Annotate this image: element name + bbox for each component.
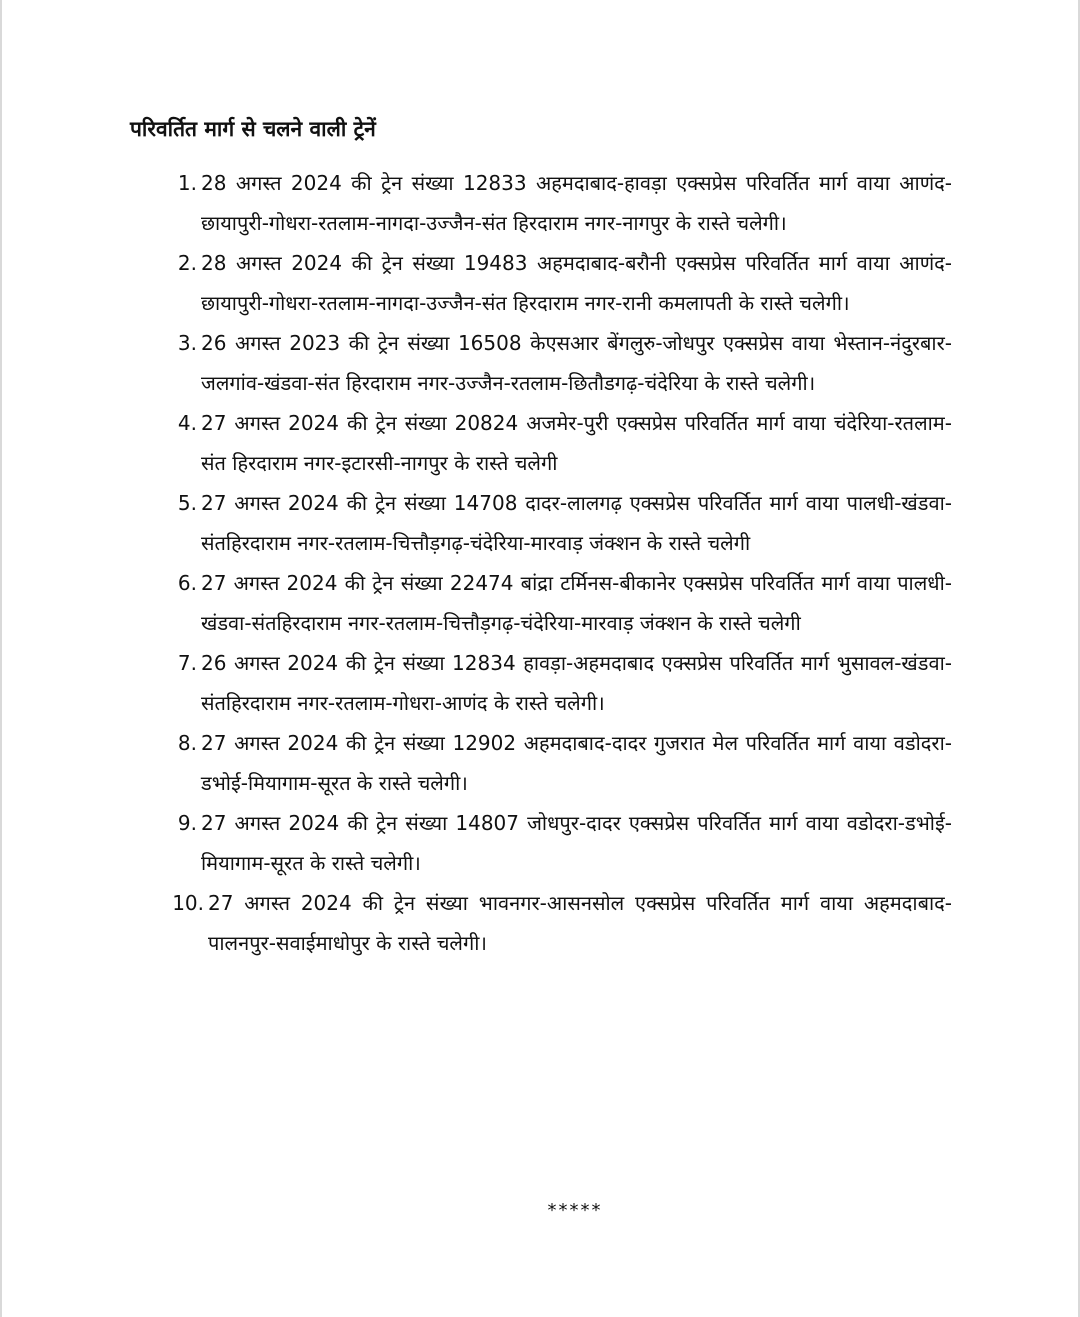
list-item-number: 1. (177, 171, 197, 195)
list-item (160, 883, 952, 963)
list-item-number: 10. (172, 891, 204, 915)
list-item (160, 563, 952, 643)
list-item (160, 483, 952, 563)
list-item-number: 9. (177, 811, 197, 835)
list-item-number: 2. (177, 251, 197, 275)
list-item-number: 8. (177, 731, 197, 755)
list-item-text: 27 अगस्त 2024 की ट्रेन संख्या 20824 अजमेर-पुरी एक्सप्रेस परिवर्तित मार्ग वाया चंदेरिया-रतलाम-संत हिरदाराम नगर-इटारसी-नागपुर के रास्ते चलेगी (201, 411, 952, 475)
list-item-number: 7. (177, 651, 197, 675)
list-item-number: 4. (177, 411, 197, 435)
page-title: परिवर्तित मार्ग से चलने वाली ट्रेनें (130, 117, 376, 141)
list-item-text: 27 अगस्त 2024 की ट्रेन संख्या भावनगर-आसनसोल एक्सप्रेस परिवर्तित मार्ग वाया अहमदाबाद-पालनपुर-सवाईमाधोपुर के रास्ते चलेगी। (208, 891, 952, 955)
list-item-text: 27 अगस्त 2024 की ट्रेन संख्या 22474 बांद्रा टर्मिनस-बीकानेर एक्सप्रेस परिवर्तित मार्ग वाया पालधी-खंडवा-संतहिरदाराम नगर-रतलाम-चित्तौड़गढ़-चंदेरिया-मारवाड़ जंक्शन के रास्ते चलेगी (201, 571, 952, 635)
end-marker: ***** (547, 1200, 603, 1221)
list-item-number: 5. (177, 491, 197, 515)
list-item (160, 163, 952, 243)
list-item (160, 323, 952, 403)
list-item (160, 643, 952, 723)
list-item (160, 403, 952, 483)
list-item-text: 28 अगस्त 2024 की ट्रेन संख्या 19483 अहमदाबाद-बरौनी एक्सप्रेस परिवर्तित मार्ग वाया आणंद-छायापुरी-गोधरा-रतलाम-नागदा-उज्जैन-संत हिरदाराम नगर-रानी कमलापती के रास्ते चलेगी। (201, 251, 952, 315)
list-item-text: 27 अगस्त 2024 की ट्रेन संख्या 14708 दादर-लालगढ़ एक्सप्रेस परिवर्तित मार्ग वाया पालधी-खंडवा-संतहिरदाराम नगर-रतलाम-चित्तौड़गढ़-चंदेरिया-मारवाड़ जंक्शन के रास्ते चलेगी (201, 491, 952, 555)
list-item-text: 26 अगस्त 2024 की ट्रेन संख्या 12834 हावड़ा-अहमदाबाद एक्सप्रेस परिवर्तित मार्ग भुसावल-खंडवा-संतहिरदाराम नगर-रतलाम-गोधरा-आणंद के रास्ते चलेगी। (201, 651, 952, 715)
list-item-text: 28 अगस्त 2024 की ट्रेन संख्या 12833 अहमदाबाद-हावड़ा एक्सप्रेस परिवर्तित मार्ग वाया आणंद-छायापुरी-गोधरा-रतलाम-नागदा-उज्जैन-संत हिरदाराम नगर-नागपुर के रास्ते चलेगी। (201, 171, 952, 235)
train-list (160, 163, 952, 963)
list-item-text: 27 अगस्त 2024 की ट्रेन संख्या 12902 अहमदाबाद-दादर गुजरात मेल परिवर्तित मार्ग वाया वडोदरा-डभोई-मियागाम-सूरत के रास्ते चलेगी। (201, 731, 952, 795)
list-item (160, 803, 952, 883)
list-item (160, 243, 952, 323)
list-item-number: 6. (177, 571, 197, 595)
list-item-text: 26 अगस्त 2023 की ट्रेन संख्या 16508 केएसआर बेंगलुरु-जोधपुर एक्सप्रेस वाया भेस्तान-नंदुरबार-जलगांव-खंडवा-संत हिरदाराम नगर-उज्जैन-रतलाम-छितौडगढ़-चंदेरिया के रास्ते चलेगी। (201, 331, 952, 395)
list-item (160, 723, 952, 803)
list-item-text: 27 अगस्त 2024 की ट्रेन संख्या 14807 जोधपुर-दादर एक्सप्रेस परिवर्तित मार्ग वाया वडोदरा-डभोई-मियागाम-सूरत के रास्ते चलेगी। (201, 811, 952, 875)
list-item-number: 3. (177, 331, 197, 355)
